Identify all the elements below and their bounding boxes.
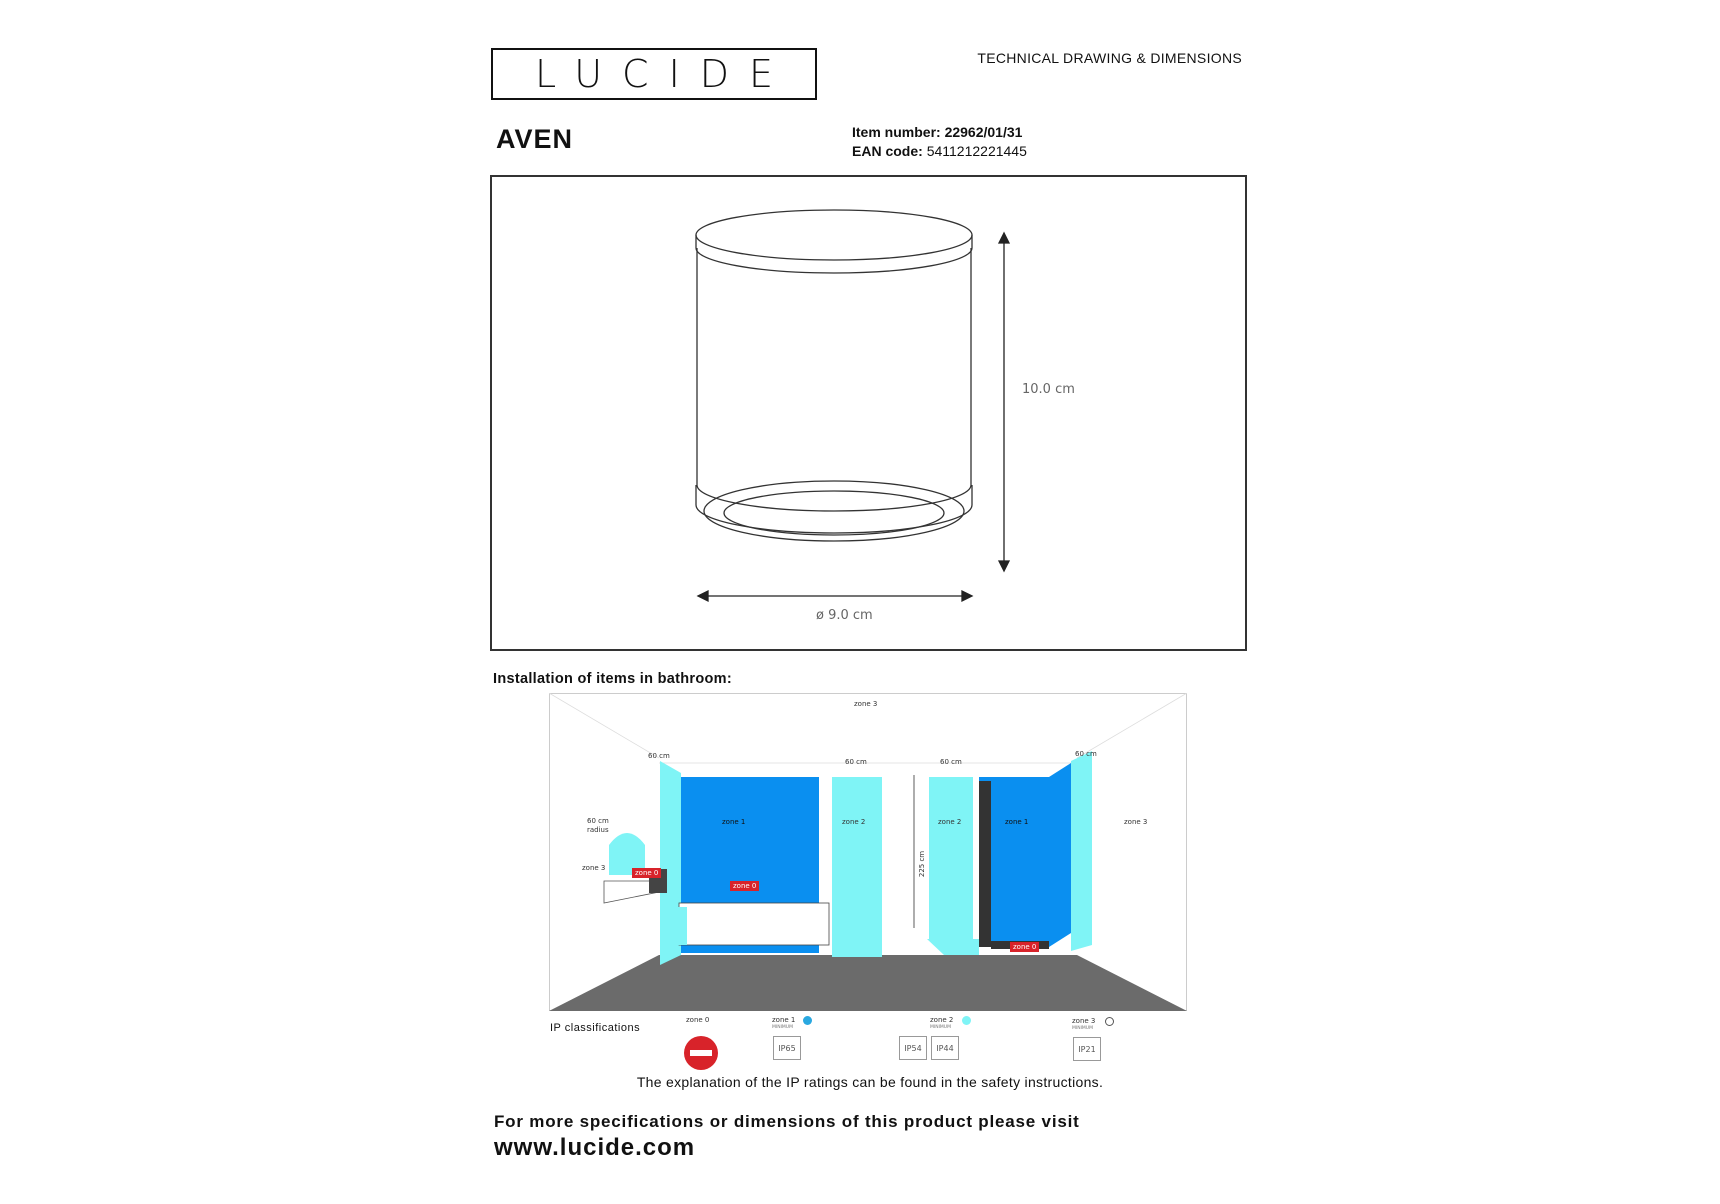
bathtub: [679, 903, 829, 945]
diameter-dimension-arrow: [698, 591, 972, 601]
zone1-shower-label: zone 1: [1005, 818, 1029, 826]
zone3-ceiling-label: zone 3: [854, 700, 878, 708]
fixture-top-collar: [696, 235, 972, 273]
item-number-line: [852, 124, 1022, 140]
ip-zone3-rating: IP21: [1073, 1037, 1101, 1061]
ip-zone2-minimum: MINIMUM: [930, 1025, 951, 1030]
bathroom-floor: [549, 955, 1187, 1011]
ean-code-label: EAN code:: [852, 143, 923, 159]
ip-ratings-note: The explanation of the IP ratings can be found in the safety instructions.: [636, 1074, 1104, 1090]
product-name: AVEN: [496, 124, 574, 154]
zone2-shower-label: zone 2: [938, 818, 962, 826]
ip-classifications-title: IP classifications: [550, 1022, 641, 1034]
item-number-value: 22962/01/31: [944, 124, 1023, 140]
dim-60-radius-line2: radius: [587, 826, 609, 834]
height-dimension-label: 10.0 cm: [1022, 382, 1075, 397]
footer-more-info: For more specifications or dimensions of this product please visit: [494, 1112, 1080, 1131]
dim-225: 225 cm: [918, 850, 927, 878]
fixture-body-bottom-edge: [697, 485, 971, 511]
zone0-bath-tag: zone 0: [730, 881, 759, 891]
no-entry-icon: [683, 1035, 719, 1071]
diameter-dimension-label: ø 9.0 cm: [816, 608, 873, 623]
ip-zone1-rating: IP65: [773, 1036, 801, 1060]
ip-zone0-label: zone 0: [686, 1016, 710, 1024]
zone3-sink-label: zone 3: [582, 864, 606, 872]
ean-code-value: 5411212221445: [926, 143, 1027, 159]
ip-zone1-label: zone 1: [772, 1016, 796, 1024]
dim-60-right: 60 cm: [1075, 750, 1097, 758]
zone3-color-dot-icon: [1105, 1017, 1114, 1026]
zone0-shower-tag: zone 0: [1010, 942, 1039, 952]
zone2-bath-label: zone 2: [842, 818, 866, 826]
height-dimension-arrow: [999, 233, 1009, 571]
ean-code-line: [852, 143, 1027, 159]
installation-title: Installation of items in bathroom:: [493, 671, 732, 687]
zone0-sink-tag: zone 0: [632, 868, 661, 878]
bathroom-zones-diagram: [549, 693, 1187, 1011]
item-number-label: Item number:: [852, 124, 941, 140]
ip-zone2-label: zone 2: [930, 1016, 954, 1024]
ip-zone3-minimum: MINIMUM: [1072, 1026, 1093, 1031]
zone1-bath-label: zone 1: [722, 818, 746, 826]
document-type-label: TECHNICAL DRAWING & DIMENSIONS: [977, 50, 1242, 66]
ip-zone3-label: zone 3: [1072, 1017, 1096, 1025]
product-drawing: [490, 175, 1247, 651]
zone3-right-label: zone 3: [1124, 818, 1148, 826]
dim-60-mid-right: 60 cm: [940, 758, 962, 766]
zone2-color-dot-icon: [962, 1016, 971, 1025]
shower-glass-panel: [979, 781, 991, 947]
ip-zone1-minimum: MINIMUM: [772, 1025, 793, 1030]
footer-website-link[interactable]: www.lucide.com: [494, 1134, 696, 1161]
ip-zone2-rating-a: IP54: [899, 1036, 927, 1060]
zone2-right-wall: [1071, 751, 1092, 951]
zone2-shower-column: [929, 777, 973, 941]
dim-60-left: 60 cm: [648, 752, 670, 760]
zone1-color-dot-icon: [803, 1016, 812, 1025]
dim-60-mid-left: 60 cm: [845, 758, 867, 766]
brand-logo-text: LUCIDE: [534, 52, 794, 96]
zone2-bath-column: [832, 777, 882, 957]
dim-60-radius-line1: 60 cm: [587, 817, 609, 825]
fixture-lower-band: [696, 485, 972, 533]
fixture-top-ellipse: [696, 210, 972, 260]
fixture-bottom-ring-inner: [724, 491, 944, 535]
ip-zone2-rating-b: IP44: [931, 1036, 959, 1060]
